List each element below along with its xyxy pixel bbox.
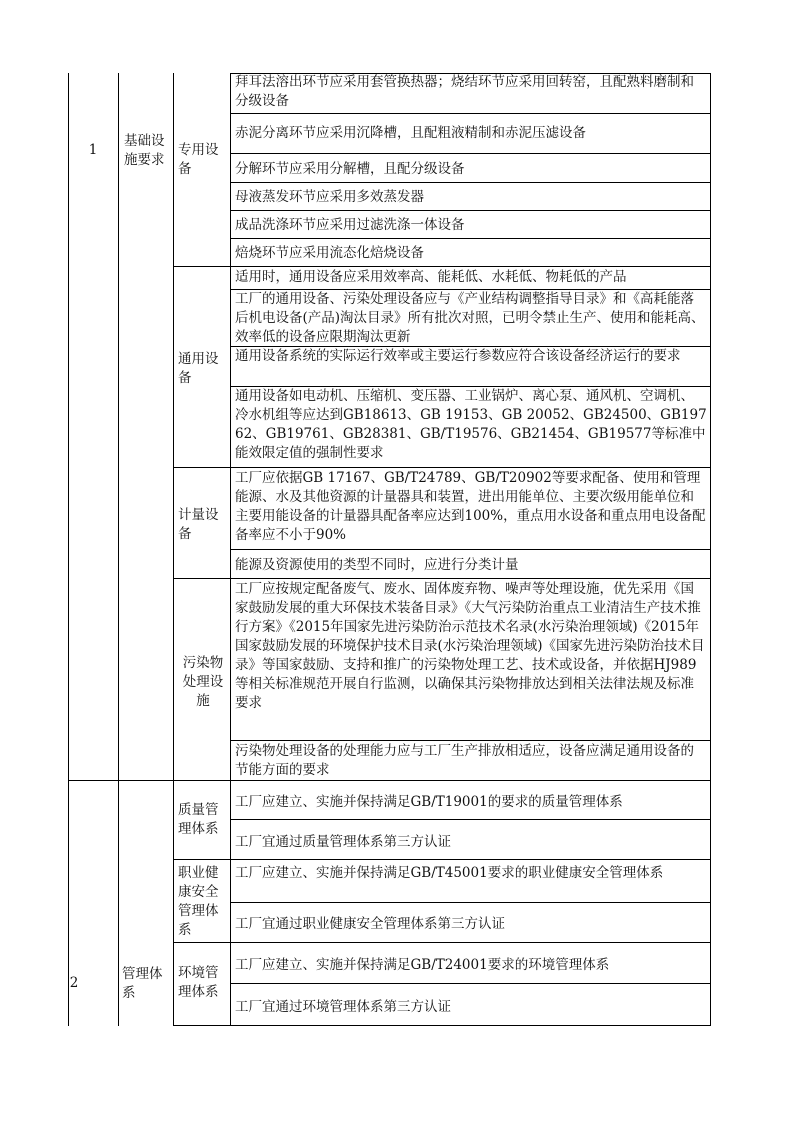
requirement-text: 通用设备如电动机、压缩机、变压器、工业锅炉、离心泵、通风机、空调机、冷水机组等应达到GB18613、GB 19153、GB 20052、GB24500、GB19762、GB19761、GB28381、GB/T19576、GB21454、GB19577等标准中能效限定值的强制性要求: [235, 388, 707, 461]
requirement-text: 分解环节应采用分解槽，且配分级设备: [235, 161, 465, 177]
subsection-name: 职业健康安全管理体系: [178, 865, 219, 938]
section-title: 管理体系: [122, 966, 163, 1001]
subsection-name: 质量管理体系: [178, 802, 219, 837]
requirement-text: 污染物处理设备的处理能力应与工厂生产排放相适应，设备应满足通用设备的节能方面的要求: [235, 743, 694, 778]
subsection-name: 环境管理体系: [178, 965, 219, 1000]
requirement-text: 能源及资源使用的类型不同时，应进行分类计量: [235, 557, 519, 573]
requirement-text: 工厂应按规定配备废气、废水、固体废弃物、噪声等处理设施，优先采用《国家鼓励发展的重大环保技术装备目录》《大气污染防治重点工业清洁生产技术推行方案》《2015年国家先进污染防治示范技术名录(水污染治理领域)《2015年国家鼓励发展的环境保护技术目录(水污染治理领域)《国家先进污染防治技术目录》等国家鼓励、支持和推广的污染物处理工艺、技术或设备，并依据HJ989等相关标准规范开展自行监测，以确保其污染物排放达到相关法律法规及标准要求: [235, 581, 705, 711]
requirement-text: 工厂的通用设备、污染处理设备应与《产业结构调整指导目录》和《高耗能落后机电设备(产品)淘汰目录》所有批次对照，已明令禁止生产、使用和能耗高、效率低的设备应限期淘汰更新: [235, 291, 705, 345]
requirement-text: 工厂宜通过职业健康安全管理体系第三方认证: [235, 916, 505, 932]
section-number: 2: [69, 975, 79, 991]
section-number: 1: [88, 142, 98, 158]
requirement-text: 工厂应建立、实施并保持满足GB/T19001的要求的质量管理体系: [235, 794, 623, 810]
requirement-text: 成品洗涤环节应采用过滤洗涤一体设备: [235, 217, 465, 233]
subsection-name: 污染物处理设施: [182, 655, 224, 709]
subsection-name: 计量设备: [178, 507, 219, 542]
requirement-text: 工厂宜通过环境管理体系第三方认证: [235, 999, 451, 1015]
subsection-name: 专用设备: [178, 142, 219, 177]
requirement-text: 赤泥分离环节应采用沉降槽，且配粗液精制和赤泥压滤设备: [235, 125, 586, 141]
requirement-text: 焙烧环节应采用流态化焙烧设备: [235, 245, 424, 261]
requirement-text: 通用设备系统的实际运行效率或主要运行参数应符合该设备经济运行的要求: [235, 348, 681, 364]
requirement-text: 工厂应依据GB 17167、GB/T24789、GB/T20902等要求配备、使用和管理能源、水及其他资源的计量器具和装置，进出用能单位、主要次级用能单位和主要用能设备的计量器具配备率应达到100%，重点用水设备和重点用电设备配备率应不小于90%: [235, 470, 706, 543]
requirement-text: 适用时，通用设备应采用效率高、能耗低、水耗低、物耗低的产品: [235, 269, 627, 285]
subsection-name: 通用设备: [178, 351, 219, 386]
section-title: 基础设施要求: [124, 133, 165, 168]
requirement-text: 工厂宜通过质量管理体系第三方认证: [235, 834, 451, 850]
requirement-text: 拜耳法溶出环节应采用套管换热器；烧结环节应采用回转窑，且配熟料磨制和分级设备: [235, 74, 694, 109]
requirement-text: 母液蒸发环节应采用多效蒸发器: [235, 189, 424, 205]
requirement-text: 工厂应建立、实施并保持满足GB/T45001要求的职业健康安全管理体系: [235, 865, 664, 881]
requirement-text: 工厂应建立、实施并保持满足GB/T24001要求的环境管理体系: [235, 957, 610, 973]
